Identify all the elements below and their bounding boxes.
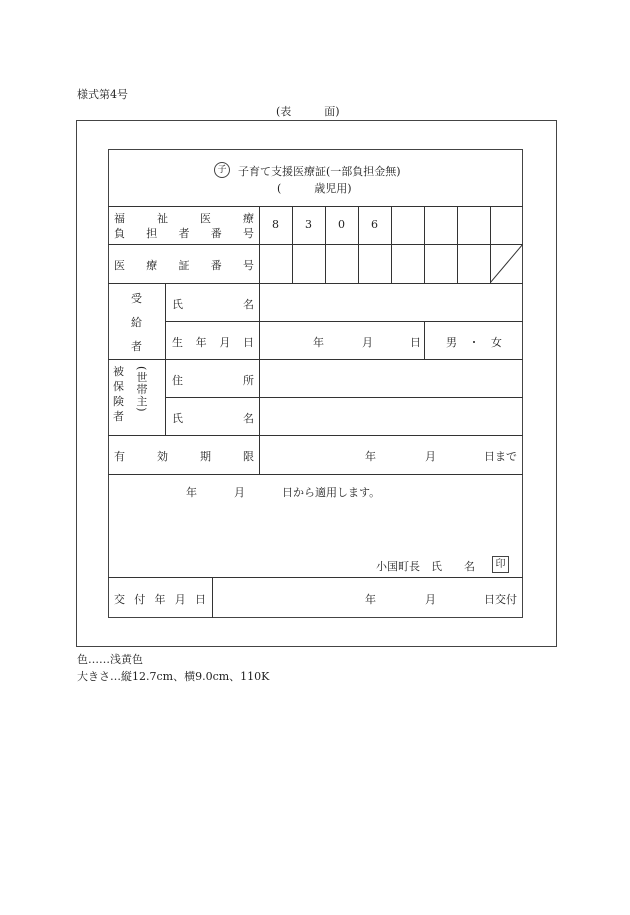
issue-label: 交 付 年 月 日 — [114, 593, 206, 606]
apply-day: 日から適用します。 — [282, 486, 381, 499]
rule — [165, 321, 523, 322]
group-divider — [165, 283, 166, 435]
digit-divider — [391, 206, 392, 283]
insured-label: 被 保 険 者 — [113, 365, 124, 423]
welfare-label-line1: 福 祉 医 療 — [114, 212, 254, 225]
gender-divider — [424, 321, 425, 359]
validity-day: 日まで — [484, 450, 517, 463]
issue-year: 年 — [365, 593, 376, 606]
householder-label: (世帯主) — [135, 366, 148, 413]
apply-year: 年 — [186, 486, 197, 499]
rule — [108, 244, 523, 245]
label-divider — [259, 206, 260, 474]
address-label: 住 所 — [172, 374, 254, 387]
side-label: (表 面) — [276, 105, 340, 118]
rule — [108, 283, 523, 284]
mayor-name: 小国町長 氏 名 — [376, 560, 475, 573]
welfare-digit: 6 — [371, 218, 378, 231]
digit-divider — [457, 206, 458, 283]
digit-divider — [424, 206, 425, 283]
form-number: 様式第4号 — [77, 88, 128, 101]
rule — [108, 577, 523, 578]
recipient-label-2: 給 — [131, 316, 142, 329]
size-note: 大きさ…縦12.7cm、横9.0cm、110K — [77, 670, 270, 683]
recipient-label-1: 受 — [131, 292, 142, 305]
color-note: 色……浅黄色 — [77, 653, 143, 666]
card-title: 子育て支援医療証(一部負担金無) — [238, 165, 401, 178]
birth-year: 年 — [313, 336, 324, 349]
apply-month: 月 — [234, 486, 245, 499]
recipient-name-label: 氏 名 — [172, 298, 254, 311]
validity-label: 有 効 期 限 — [114, 450, 254, 463]
rule — [108, 206, 523, 207]
gender: 男 ・ 女 — [446, 336, 502, 349]
validity-year: 年 — [365, 450, 376, 463]
issue-day: 日交付 — [484, 593, 517, 606]
rule — [165, 397, 523, 398]
validity-month: 月 — [425, 450, 436, 463]
welfare-label-line2: 負 担 者 番 号 — [114, 227, 254, 240]
birth-month: 月 — [362, 336, 373, 349]
recipient-label-3: 者 — [131, 340, 142, 353]
cert-number-label: 医 療 証 番 号 — [114, 259, 254, 272]
welfare-digit: 0 — [338, 218, 345, 231]
void-cell-slash — [490, 244, 523, 283]
rule — [108, 474, 523, 475]
welfare-digit: 3 — [305, 218, 312, 231]
child-symbol-icon: 子 — [214, 162, 230, 178]
rule — [108, 435, 523, 436]
card-subtitle: ( 歳児用) — [277, 182, 352, 195]
welfare-digit: 8 — [272, 218, 279, 231]
issue-divider — [212, 577, 213, 618]
seal-icon: 印 — [492, 556, 509, 573]
birth-day: 日 — [410, 336, 421, 349]
rule — [108, 359, 523, 360]
issue-month: 月 — [425, 593, 436, 606]
insured-name-label: 氏 名 — [172, 412, 254, 425]
birth-date-label: 生 年 月 日 — [172, 336, 254, 349]
